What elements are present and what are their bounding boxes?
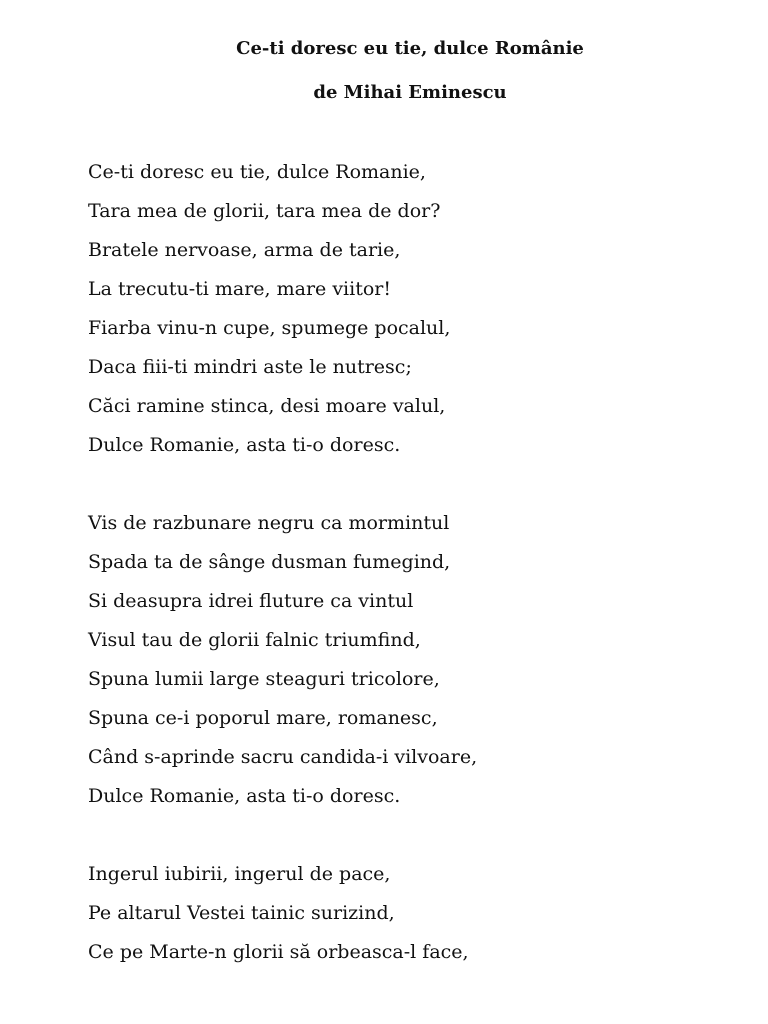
poem-line: Fiarba vinu-n cupe, spumege pocalul, [88,317,451,339]
stanza-3 [88,863,477,980]
poem-line: Dulce Romanie, asta ti-o doresc. [88,434,401,456]
poem-line: Ce pe Marte-n glorii să orbeasca-l face, [88,941,469,963]
poem-line: Căci ramine stinca, desi moare valul, [88,395,446,417]
stanza-gap [88,824,477,863]
poem-line: Bratele nervoase, arma de tarie, [88,239,401,261]
poem-line: Ce-ti doresc eu tie, dulce Romanie, [88,161,426,183]
poem-line: Visul tau de glorii falnic triumfind, [88,629,421,651]
poem-line: Dulce Romanie, asta ti-o doresc. [88,785,401,807]
poem-line: Daca fiii-ti mindri aste le nutresc; [88,356,412,378]
poem-title: Ce-ti doresc eu tie, dulce Românie [236,38,584,59]
poem-line: Pe altarul Vestei tainic surizind, [88,902,395,924]
poem-line: Vis de razbunare negru ca mormintul [88,512,450,534]
stanza-1 [88,161,477,473]
poem-line: Tara mea de glorii, tara mea de dor? [88,200,441,222]
poem-line: Spada ta de sânge dusman fumegind, [88,551,451,573]
poem-line: Când s-aprinde sacru candida-i vilvoare, [88,746,478,768]
poem-body [88,161,477,980]
poem-line: Si deasupra idrei fluture ca vintul [88,590,414,612]
poem-author: de Mihai Eminescu [313,82,507,103]
poem-line: Ingerul iubirii, ingerul de pace, [88,863,391,885]
stanza-2 [88,512,477,824]
poem-line: Spuna ce-i poporul mare, romanesc, [88,707,438,729]
poem-line: La trecutu-ti mare, mare viitor! [88,278,392,300]
stanza-gap [88,473,477,512]
poem-line: Spuna lumii large steaguri tricolore, [88,668,440,690]
